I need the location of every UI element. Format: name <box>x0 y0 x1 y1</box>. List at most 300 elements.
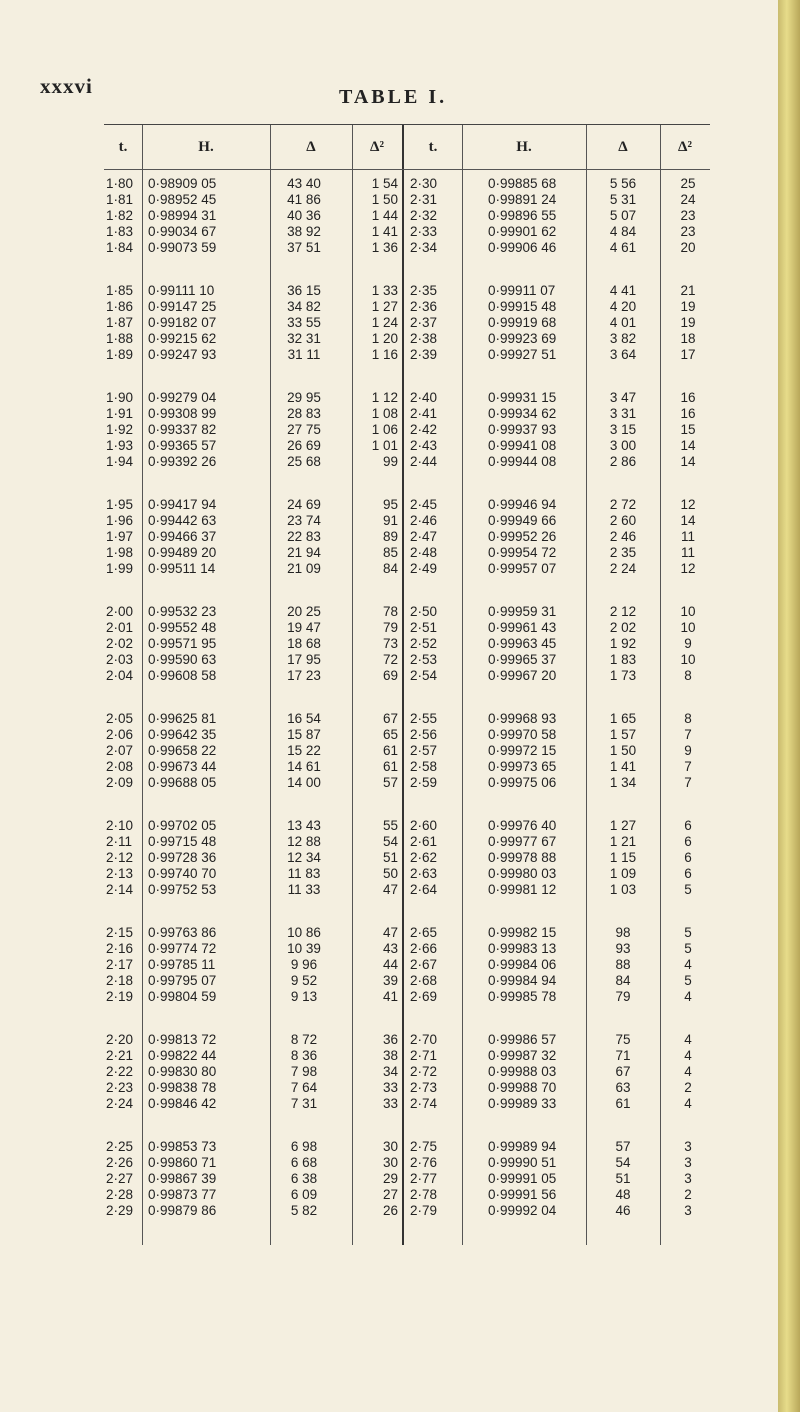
table-row <box>104 545 710 561</box>
cell-delta: 28 83 <box>287 406 321 421</box>
header-h-right: H. <box>516 139 532 155</box>
cell-h-right: 0·99968 93 <box>488 711 557 726</box>
cell-t-right: 2·31 <box>410 192 438 207</box>
cell-t-right: 2·69 <box>410 989 438 1004</box>
table-row <box>104 240 710 256</box>
cell-t: 2·17 <box>106 957 134 972</box>
cell-h-right: 0·99901 62 <box>488 224 557 239</box>
cell-delta: 13 43 <box>287 818 321 833</box>
cell-h: 0·99489 20 <box>148 545 217 560</box>
cell-t-right: 2·77 <box>410 1171 438 1186</box>
cell-delta2-right: 14 <box>680 438 696 453</box>
cell-h: 0·99442 63 <box>148 513 217 528</box>
table-row <box>104 1080 710 1096</box>
cell-h: 0·99846 42 <box>148 1096 217 1111</box>
cell-delta2: 1 54 <box>371 176 398 191</box>
cell-t: 2·08 <box>106 759 134 774</box>
cell-h-right: 0·99965 37 <box>488 652 557 667</box>
table-row <box>104 454 710 470</box>
cell-delta2: 41 <box>382 989 398 1004</box>
cell-h: 0·99752 53 <box>148 882 217 897</box>
cell-delta2-right: 5 <box>684 882 692 897</box>
cell-delta: 33 55 <box>287 315 321 330</box>
cell-h-right: 0·99992 04 <box>488 1203 557 1218</box>
table-row <box>104 636 710 652</box>
cell-delta2-right: 8 <box>684 711 692 726</box>
cell-t: 2·15 <box>106 925 134 940</box>
table-row <box>104 620 710 636</box>
cell-t-right: 2·79 <box>410 1203 438 1218</box>
cell-delta2-right: 15 <box>680 422 696 437</box>
cell-t: 2·11 <box>106 834 133 849</box>
cell-delta2-right: 6 <box>684 866 692 881</box>
cell-delta-right: 57 <box>615 1139 631 1154</box>
cell-h-right: 0·99891 24 <box>488 192 557 207</box>
cell-delta: 26 69 <box>287 438 321 453</box>
cell-delta2-right: 17 <box>680 347 696 362</box>
table-row <box>104 727 710 743</box>
cell-t: 2·02 <box>106 636 134 651</box>
cell-h-right: 0·99919 68 <box>488 315 557 330</box>
cell-t: 2·03 <box>106 652 134 667</box>
cell-delta: 19 47 <box>287 620 321 635</box>
cell-delta2-right: 10 <box>680 604 696 619</box>
cell-h: 0·99763 86 <box>148 925 217 940</box>
cell-h: 0·99688 05 <box>148 775 217 790</box>
cell-delta: 8 72 <box>290 1032 318 1047</box>
cell-t: 1·99 <box>106 561 134 576</box>
cell-h: 0·99608 58 <box>148 668 217 683</box>
cell-delta2: 84 <box>382 561 398 576</box>
cell-t: 1·86 <box>106 299 134 314</box>
cell-h: 0·99552 48 <box>148 620 217 635</box>
cell-t: 1·96 <box>106 513 134 528</box>
cell-delta-right: 1 57 <box>609 727 637 742</box>
cell-delta-right: 4 01 <box>609 315 637 330</box>
cell-delta2: 44 <box>382 957 398 972</box>
cell-delta2-right: 3 <box>684 1139 692 1154</box>
cell-h-right: 0·99990 51 <box>488 1155 557 1170</box>
cell-delta2-right: 9 <box>684 743 692 758</box>
cell-h-right: 0·99988 70 <box>488 1080 557 1095</box>
cell-delta2: 50 <box>382 866 398 881</box>
cell-delta-right: 48 <box>615 1187 631 1202</box>
table-body <box>104 169 710 1246</box>
cell-delta-right: 4 61 <box>609 240 637 255</box>
table-row <box>104 347 710 363</box>
cell-t-right: 2·75 <box>410 1139 438 1154</box>
cell-h: 0·99365 57 <box>148 438 217 453</box>
cell-h-right: 0·99983 13 <box>488 941 557 956</box>
cell-t-right: 2·53 <box>410 652 438 667</box>
table-row <box>104 711 710 727</box>
cell-h: 0·99417 94 <box>148 497 217 512</box>
cell-delta: 15 87 <box>287 727 321 742</box>
cell-t: 2·09 <box>106 775 134 790</box>
cell-h: 0·99590 63 <box>148 652 217 667</box>
cell-h-right: 0·99991 05 <box>488 1171 557 1186</box>
cell-t: 2·28 <box>106 1187 134 1202</box>
cell-delta-right: 84 <box>615 973 631 988</box>
row-group <box>104 283 710 390</box>
table-row <box>104 834 710 850</box>
cell-delta-right: 2 86 <box>609 454 637 469</box>
row-group <box>104 1139 710 1246</box>
cell-h: 0·99822 44 <box>148 1048 217 1063</box>
cell-delta2: 61 <box>382 743 398 758</box>
table-row <box>104 989 710 1005</box>
cell-delta2: 51 <box>382 850 398 865</box>
cell-h-right: 0·99911 07 <box>488 283 556 298</box>
cell-delta: 20 25 <box>287 604 321 619</box>
cell-h: 0·99147 25 <box>148 299 217 314</box>
header-h: H. <box>198 139 214 155</box>
cell-h: 0·99625 81 <box>148 711 217 726</box>
cell-delta-right: 2 24 <box>609 561 637 576</box>
cell-t: 2·12 <box>106 850 134 865</box>
cell-t-right: 2·68 <box>410 973 438 988</box>
cell-t: 1·83 <box>106 224 134 239</box>
cell-delta2-right: 5 <box>684 941 692 956</box>
cell-delta-right: 3 31 <box>609 406 637 421</box>
cell-h: 0·99466 37 <box>148 529 217 544</box>
cell-t-right: 2·44 <box>410 454 438 469</box>
table-row <box>104 882 710 898</box>
cell-delta-right: 54 <box>615 1155 631 1170</box>
table-row <box>104 224 710 240</box>
cell-delta: 43 40 <box>287 176 321 191</box>
cell-t-right: 2·64 <box>410 882 438 897</box>
cell-delta2: 1 44 <box>371 208 398 223</box>
cell-delta: 9 13 <box>290 989 318 1004</box>
cell-delta: 10 39 <box>287 941 321 956</box>
cell-t-right: 2·42 <box>410 422 438 437</box>
cell-delta2-right: 14 <box>680 454 696 469</box>
cell-delta2: 1 27 <box>371 299 398 314</box>
cell-h-right: 0·99915 48 <box>488 299 557 314</box>
cell-delta: 17 95 <box>287 652 321 667</box>
cell-delta: 10 86 <box>287 925 321 940</box>
cell-t-right: 2·57 <box>410 743 438 758</box>
cell-delta2-right: 2 <box>684 1080 692 1095</box>
cell-delta2: 47 <box>382 925 398 940</box>
cell-h-right: 0·99885 68 <box>488 176 557 191</box>
cell-delta: 9 96 <box>290 957 318 972</box>
cell-delta-right: 46 <box>615 1203 631 1218</box>
cell-h-right: 0·99959 31 <box>488 604 557 619</box>
cell-delta-right: 5 56 <box>609 176 637 191</box>
cell-t: 1·80 <box>106 176 134 191</box>
cell-h: 0·99715 48 <box>148 834 217 849</box>
cell-t: 1·95 <box>106 497 134 512</box>
table-row <box>104 529 710 545</box>
cell-h: 0·99804 59 <box>148 989 217 1004</box>
cell-t: 2·25 <box>106 1139 134 1154</box>
cell-delta: 24 69 <box>287 497 321 512</box>
cell-t: 2·13 <box>106 866 134 881</box>
cell-delta2: 99 <box>382 454 398 469</box>
table-row <box>104 1048 710 1064</box>
cell-delta2: 39 <box>382 973 398 988</box>
cell-delta-right: 1 15 <box>609 850 637 865</box>
cell-t-right: 2·45 <box>410 497 438 512</box>
table-row <box>104 866 710 882</box>
cell-t: 2·22 <box>106 1064 134 1079</box>
cell-h: 0·99111 10 <box>148 283 215 298</box>
table-row <box>104 192 710 208</box>
cell-h-right: 0·99931 15 <box>488 390 557 405</box>
cell-delta2: 89 <box>382 529 398 544</box>
cell-h: 0·99532 23 <box>148 604 217 619</box>
cell-delta2: 33 <box>382 1080 398 1095</box>
cell-delta2: 1 01 <box>371 438 398 453</box>
table-row <box>104 176 710 192</box>
table-row <box>104 1096 710 1112</box>
table-row <box>104 390 710 406</box>
cell-delta2-right: 10 <box>680 652 696 667</box>
cell-t-right: 2·71 <box>410 1048 438 1063</box>
cell-delta2-right: 6 <box>684 818 692 833</box>
cell-delta2-right: 8 <box>684 668 692 683</box>
cell-delta2: 43 <box>382 941 398 956</box>
cell-h-right: 0·99981 12 <box>488 882 557 897</box>
table-row <box>104 818 710 834</box>
cell-delta: 21 94 <box>287 545 321 560</box>
cell-t: 1·89 <box>106 347 134 362</box>
cell-delta-right: 1 27 <box>609 818 637 833</box>
table-row <box>104 513 710 529</box>
cell-delta-right: 2 60 <box>609 513 637 528</box>
table-row <box>104 973 710 989</box>
cell-t: 2·18 <box>106 973 134 988</box>
cell-delta: 6 38 <box>290 1171 318 1186</box>
cell-h-right: 0·99986 57 <box>488 1032 557 1047</box>
cell-delta: 11 33 <box>287 882 321 897</box>
cell-h-right: 0·99975 06 <box>488 775 557 790</box>
cell-delta2-right: 11 <box>680 529 695 544</box>
cell-t: 1·81 <box>106 192 134 207</box>
table-row <box>104 283 710 299</box>
cell-t-right: 2·76 <box>410 1155 438 1170</box>
table-row <box>104 652 710 668</box>
cell-h: 0·99642 35 <box>148 727 217 742</box>
cell-delta: 29 95 <box>287 390 321 405</box>
cell-delta2: 57 <box>382 775 398 790</box>
cell-delta2: 85 <box>382 545 398 560</box>
table-row <box>104 925 710 941</box>
cell-delta: 12 34 <box>287 850 321 865</box>
table-row <box>104 957 710 973</box>
table-row <box>104 850 710 866</box>
cell-delta: 17 23 <box>287 668 321 683</box>
cell-delta2-right: 4 <box>684 1048 692 1063</box>
cell-delta2-right: 11 <box>680 545 695 560</box>
table-row <box>104 759 710 775</box>
cell-delta2-right: 12 <box>680 561 696 576</box>
cell-t-right: 2·55 <box>410 711 438 726</box>
cell-t-right: 2·60 <box>410 818 438 833</box>
cell-delta-right: 71 <box>615 1048 631 1063</box>
cell-t-right: 2·59 <box>410 775 438 790</box>
cell-delta: 36 15 <box>287 283 321 298</box>
cell-h-right: 0·99934 62 <box>488 406 557 421</box>
cell-h: 0·99279 04 <box>148 390 217 405</box>
cell-delta2: 54 <box>382 834 398 849</box>
cell-h-right: 0·99988 03 <box>488 1064 557 1079</box>
table-row <box>104 1139 710 1155</box>
cell-t-right: 2·48 <box>410 545 438 560</box>
cell-h-right: 0·99972 15 <box>488 743 557 758</box>
table-row <box>104 743 710 759</box>
cell-t-right: 2·46 <box>410 513 438 528</box>
cell-delta: 6 98 <box>290 1139 318 1154</box>
cell-delta: 14 00 <box>287 775 321 790</box>
cell-delta2: 26 <box>382 1203 398 1218</box>
cell-delta2: 61 <box>382 759 398 774</box>
cell-delta2: 29 <box>382 1171 398 1186</box>
cell-delta2: 30 <box>382 1139 398 1154</box>
cell-t-right: 2·39 <box>410 347 438 362</box>
cell-t-right: 2·65 <box>410 925 438 940</box>
cell-delta2: 1 20 <box>371 331 398 346</box>
table-row <box>104 1032 710 1048</box>
cell-delta-right: 1 73 <box>609 668 637 683</box>
cell-t-right: 2·37 <box>410 315 438 330</box>
header-delta2-right: Δ² <box>678 139 692 155</box>
table-row <box>104 1171 710 1187</box>
table-row <box>104 438 710 454</box>
cell-h-right: 0·99989 33 <box>488 1096 557 1111</box>
cell-delta2-right: 7 <box>684 759 692 774</box>
cell-delta2-right: 4 <box>684 989 692 1004</box>
cell-delta-right: 51 <box>615 1171 631 1186</box>
cell-delta-right: 1 41 <box>609 759 637 774</box>
cell-delta2-right: 3 <box>684 1171 692 1186</box>
cell-delta2: 1 36 <box>371 240 398 255</box>
table-row <box>104 331 710 347</box>
cell-delta2-right: 2 <box>684 1187 692 1202</box>
cell-delta: 8 36 <box>290 1048 318 1063</box>
cell-delta: 41 86 <box>287 192 321 207</box>
cell-h-right: 0·99984 94 <box>488 973 557 988</box>
table-row <box>104 1155 710 1171</box>
cell-t-right: 2·33 <box>410 224 438 239</box>
cell-h: 0·99182 07 <box>148 315 217 330</box>
cell-h: 0·99867 39 <box>148 1171 217 1186</box>
cell-t-right: 2·54 <box>410 668 438 683</box>
cell-delta2: 47 <box>382 882 398 897</box>
cell-t: 2·07 <box>106 743 134 758</box>
cell-t: 2·26 <box>106 1155 134 1170</box>
cell-delta2: 79 <box>382 620 398 635</box>
cell-delta2-right: 23 <box>680 208 696 223</box>
cell-delta2-right: 3 <box>684 1203 692 1218</box>
cell-delta2-right: 10 <box>680 620 696 635</box>
cell-delta-right: 1 50 <box>609 743 637 758</box>
cell-h: 0·99838 78 <box>148 1080 217 1095</box>
cell-h: 0·99740 70 <box>148 866 217 881</box>
cell-h-right: 0·99952 26 <box>488 529 557 544</box>
cell-delta2: 91 <box>382 513 398 528</box>
cell-h-right: 0·99927 51 <box>488 347 557 362</box>
cell-delta2: 78 <box>382 604 398 619</box>
cell-t-right: 2·70 <box>410 1032 438 1047</box>
cell-delta-right: 2 12 <box>609 604 637 619</box>
cell-h-right: 0·99941 08 <box>488 438 557 453</box>
cell-h: 0·99879 86 <box>148 1203 217 1218</box>
header-t: t. <box>118 139 128 155</box>
cell-delta-right: 75 <box>615 1032 631 1047</box>
cell-h: 0·99571 95 <box>148 636 217 651</box>
cell-delta-right: 2 02 <box>609 620 637 635</box>
cell-t: 2·27 <box>106 1171 134 1186</box>
cell-h: 0·99308 99 <box>148 406 217 421</box>
cell-t: 2·20 <box>106 1032 134 1047</box>
cell-t: 2·23 <box>106 1080 134 1095</box>
cell-t-right: 2·30 <box>410 176 438 191</box>
cell-delta: 32 31 <box>287 331 321 346</box>
cell-delta-right: 3 64 <box>609 347 637 362</box>
cell-h: 0·99785 11 <box>148 957 216 972</box>
cell-delta2-right: 24 <box>680 192 696 207</box>
cell-delta: 14 61 <box>287 759 321 774</box>
cell-delta2: 34 <box>382 1064 398 1079</box>
cell-t-right: 2·73 <box>410 1080 438 1095</box>
cell-delta2-right: 16 <box>680 390 696 405</box>
cell-t: 2·04 <box>106 668 134 683</box>
cell-delta-right: 3 82 <box>609 331 637 346</box>
table-row <box>104 422 710 438</box>
cell-delta: 31 11 <box>287 347 321 362</box>
cell-delta2: 1 24 <box>371 315 398 330</box>
cell-delta: 38 92 <box>287 224 321 239</box>
cell-delta: 34 82 <box>287 299 321 314</box>
cell-h-right: 0·99961 43 <box>488 620 557 635</box>
cell-t: 2·16 <box>106 941 134 956</box>
cell-delta2-right: 7 <box>684 775 692 790</box>
cell-delta2-right: 6 <box>684 850 692 865</box>
table-row <box>104 1187 710 1203</box>
cell-h: 0·99673 44 <box>148 759 217 774</box>
cell-t-right: 2·67 <box>410 957 438 972</box>
cell-t: 2·05 <box>106 711 134 726</box>
cell-t: 1·87 <box>106 315 134 330</box>
cell-delta2-right: 4 <box>684 1032 692 1047</box>
cell-h-right: 0·99976 40 <box>488 818 557 833</box>
cell-h: 0·99728 36 <box>148 850 217 865</box>
cell-delta: 18 68 <box>287 636 321 651</box>
cell-t: 2·21 <box>106 1048 134 1063</box>
cell-h-right: 0·99989 94 <box>488 1139 557 1154</box>
cell-delta-right: 1 83 <box>609 652 637 667</box>
cell-t: 2·06 <box>106 727 134 742</box>
table-title: TABLE I. <box>339 86 448 108</box>
row-group <box>104 925 710 1032</box>
cell-delta: 6 09 <box>290 1187 318 1202</box>
cell-h-right: 0·99982 15 <box>488 925 557 940</box>
cell-delta: 5 82 <box>290 1203 318 1218</box>
cell-delta-right: 2 46 <box>609 529 637 544</box>
row-group <box>104 818 710 925</box>
cell-delta2: 36 <box>382 1032 398 1047</box>
table-row <box>104 315 710 331</box>
cell-delta2: 38 <box>382 1048 398 1063</box>
cell-h: 0·99853 73 <box>148 1139 217 1154</box>
table-row <box>104 1203 710 1219</box>
cell-t-right: 2·72 <box>410 1064 438 1079</box>
cell-delta-right: 4 20 <box>609 299 637 314</box>
cell-delta-right: 88 <box>615 957 631 972</box>
